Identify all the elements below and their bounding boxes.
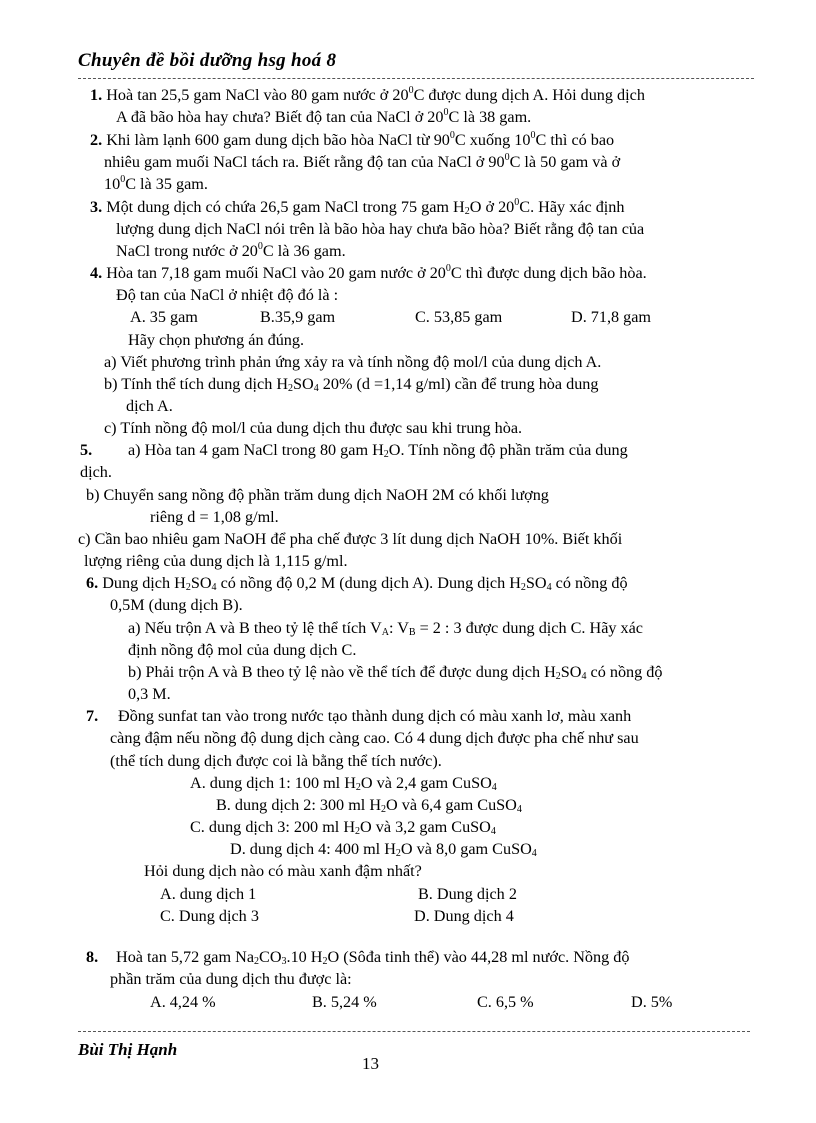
text: 10 (104, 175, 121, 193)
text: Hoà tan 5,72 gam Na (116, 948, 255, 966)
superscript: 0 (408, 85, 414, 96)
subscript: 2 (381, 804, 387, 815)
question-7-line-2: càng đậm nếu nồng độ dung dịch càng cao. Có 4 dung dịch được pha chế như sau (110, 729, 639, 747)
question-3-line-1 (90, 196, 624, 218)
text: SO (190, 574, 212, 592)
question-1-line-2 (116, 106, 531, 128)
text: a) Nếu trộn A và B theo tỷ lệ thể tích V (128, 619, 382, 637)
subscript: 2 (555, 671, 561, 682)
question-8-line-1 (86, 946, 629, 968)
subscript: 4 (491, 782, 497, 793)
text: SO (293, 375, 314, 393)
text: Dung dịch H (102, 574, 186, 592)
text: có nồng độ 0,2 M (dung dịch A). Dung dịch H (216, 574, 521, 592)
text: NaCl trong nước ở 20 (116, 242, 258, 260)
text: Hoà tan 25,5 gam NaCl vào 80 gam nước ở 20 (106, 86, 409, 104)
solution-1 (190, 772, 497, 794)
text: = 2 : 3 được dung dịch C. Hãy xác (415, 619, 643, 637)
solution-2 (216, 794, 522, 816)
text: C được dung dịch A. Hỏi dung dịch (413, 86, 645, 104)
answer-option-a: A. dung dịch 1 (160, 885, 257, 903)
text: Hòa tan 7,18 gam muối NaCl vào 20 gam nước ở 20 (106, 264, 446, 282)
text: SO (525, 574, 547, 592)
question-6-part-b-line-1 (128, 661, 662, 683)
text: Đồng sunfat tan vào trong nước tạo thành dung dịch có màu xanh lơ, màu xanh (118, 707, 632, 725)
text: O (Sôđa tinh thể) vào 44,28 ml nước. Nồng độ (327, 948, 630, 966)
answer-option-b: B. 5,24 % (312, 993, 377, 1011)
question-6-line-1 (86, 572, 628, 594)
answer-option-d: D. 5% (631, 993, 673, 1011)
text: .10 H (286, 948, 323, 966)
subscript: 2 (288, 383, 294, 394)
subscript: 2 (322, 956, 328, 967)
text: C là 38 gam. (448, 108, 532, 126)
question-number: 7. (86, 707, 99, 725)
subscript: 2 (520, 582, 526, 593)
superscript: 0 (504, 152, 510, 163)
answer-option-c: C. 6,5 % (477, 993, 534, 1011)
text: C là 35 gam. (125, 175, 208, 193)
superscript: 0 (443, 107, 449, 118)
superscript: 0 (257, 241, 263, 252)
text: A đã bão hòa hay chưa? Biết độ tan của NaCl ở 20 (116, 108, 444, 126)
page-header-title: Chuyên đề bồi dưỡng hsg hoá 8 (78, 50, 337, 71)
question-number: 4. (90, 264, 103, 282)
text: a) Hòa tan 4 gam NaCl trong 80 gam H (128, 441, 384, 459)
text: C là 36 gam. (262, 242, 346, 260)
question-number: 1. (90, 86, 103, 104)
text: O và 2,4 gam CuSO (360, 774, 492, 792)
answer-option-a: A. 4,24 % (150, 993, 216, 1011)
text: C là 50 gam và ở (509, 153, 621, 171)
question-6-part-a-line-1 (128, 617, 643, 639)
superscript: 0 (449, 130, 455, 141)
superscript: 0 (530, 130, 536, 141)
question-number: 5. (80, 441, 93, 459)
text: O và 8,0 gam CuSO (400, 840, 532, 858)
subscript: B (408, 627, 416, 638)
question-number: 3. (90, 198, 103, 216)
question-8-line-2: phần trăm của dung dịch thu được là: (110, 970, 352, 988)
question-4-part-b-line-2: dịch A. (126, 397, 173, 415)
question-5-part-c-line-2: lượng riêng của dung dịch là 1,115 g/ml. (84, 552, 348, 570)
question-3-line-2: lượng dung dịch NaCl nói trên là bão hòa hay chưa bão hòa? Biết rằng độ tan của (116, 220, 645, 238)
subscript: 3 (281, 956, 287, 967)
question-5-line-2: dịch. (80, 463, 112, 481)
text: b) Phải trộn A và B theo tỷ lệ nào về thể tích để được dung dịch H (128, 663, 556, 681)
question-6-part-b-line-2: 0,3 M. (128, 685, 171, 703)
question-1-line-1 (90, 84, 645, 106)
text: CO (259, 948, 282, 966)
question-number: 2. (90, 131, 103, 149)
question-4-part-b-line-1 (104, 373, 599, 395)
text: có nồng độ (586, 663, 663, 681)
subscript: 2 (185, 582, 191, 593)
header-divider (78, 78, 754, 79)
answer-option-b: B. Dung dịch 2 (418, 885, 517, 903)
question-5-part-b-line-2: riêng d = 1,08 g/ml. (150, 508, 279, 526)
subscript: 4 (531, 848, 537, 859)
text: A. dung dịch 1: 100 ml H (190, 774, 356, 792)
question-4-part-a: a) Viết phương trình phản ứng xảy ra và tính nồng độ mol/l của dung dịch A. (104, 353, 602, 371)
subscript: 2 (355, 826, 361, 837)
answer-option-d: D. 71,8 gam (571, 308, 652, 326)
footer-author: Bùi Thị Hạnh (78, 1040, 178, 1059)
question-5-part-c-line-1: c) Cần bao nhiêu gam NaOH để pha chế được 3 lít dung dịch NaOH 10%. Biết khối (78, 530, 623, 548)
text: O và 3,2 gam CuSO (360, 818, 491, 836)
question-6-part-a-line-2: định nồng độ mol của dung dịch C. (128, 641, 357, 659)
text: O và 6,4 gam CuSO (386, 796, 517, 814)
question-number: 8. (86, 948, 99, 966)
answer-option-c: C. Dung dịch 3 (160, 907, 259, 925)
subscript: 4 (313, 383, 319, 394)
subscript: 4 (516, 804, 522, 815)
text: D. dung dịch 4: 400 ml H (230, 840, 396, 858)
subscript: 2 (464, 206, 470, 217)
superscript: 0 (445, 263, 451, 274)
question-2-line-2 (104, 151, 620, 173)
text: có nồng độ (551, 574, 628, 592)
answer-option-c: C. 53,85 gam (415, 308, 503, 326)
question-5-part-b-line-1: b) Chuyển sang nồng độ phần trăm dung dịch NaOH 2M có khối lượng (86, 486, 549, 504)
solution-4 (230, 838, 537, 860)
text: b) Tính thể tích dung dịch H (104, 375, 289, 393)
text: C. dung dịch 3: 200 ml H (190, 818, 356, 836)
question-7-line-3: (thể tích dung dịch được coi là bằng thể tích nước). (110, 752, 442, 770)
subscript: 4 (211, 582, 217, 593)
question-5-line-1 (80, 439, 628, 461)
question-4-part-c: c) Tính nồng độ mol/l của dung dịch thu được sau khi trung hòa. (104, 419, 523, 437)
subscript: 2 (355, 782, 361, 793)
answer-option-a: A. 35 gam (130, 308, 198, 326)
question-4-line-2: Độ tan của NaCl ở nhiệt độ đó là : (116, 286, 339, 304)
subscript: 4 (490, 826, 496, 837)
page-number: 13 (362, 1054, 379, 1073)
subscript: 2 (254, 956, 260, 967)
subscript: 2 (383, 449, 389, 460)
question-7-prompt: Hỏi dung dịch nào có màu xanh đậm nhất? (144, 862, 422, 880)
text: nhiêu gam muối NaCl tách ra. Biết rằng độ tan của NaCl ở 90 (104, 153, 505, 171)
text: C thì được dung dịch bão hòa. (450, 264, 647, 282)
subscript: A (381, 627, 389, 638)
text: : V (388, 619, 409, 637)
text: SO (560, 663, 582, 681)
text: C. Hãy xác định (519, 198, 625, 216)
question-2-line-3 (104, 173, 208, 195)
answer-option-b: B.35,9 gam (260, 308, 336, 326)
question-number: 6. (86, 574, 99, 592)
superscript: 0 (120, 174, 126, 185)
footer-divider (78, 1031, 750, 1032)
question-6-line-2: 0,5M (dung dịch B). (110, 596, 243, 614)
superscript: 0 (514, 197, 520, 208)
subscript: 4 (546, 582, 552, 593)
text: B. dung dịch 2: 300 ml H (216, 796, 382, 814)
text: 20% (d =1,14 g/ml) cần để trung hòa dung (318, 375, 599, 393)
text: C xuống 10 (454, 131, 531, 149)
question-2-line-1 (90, 129, 614, 151)
text: Khi làm lạnh 600 gam dung dịch bão hòa NaCl từ 90 (106, 131, 450, 149)
answer-option-d: D. Dung dịch 4 (414, 907, 514, 925)
text: Một dung dịch có chứa 26,5 gam NaCl trong 75 gam H (106, 198, 465, 216)
solution-3 (190, 816, 496, 838)
subscript: 4 (581, 671, 587, 682)
question-4-line-1 (90, 262, 647, 284)
subscript: 2 (395, 848, 401, 859)
question-7-line-1 (86, 705, 631, 727)
question-4-instruction: Hãy chọn phương án đúng. (128, 331, 305, 349)
text: O ở 20 (469, 198, 515, 216)
question-3-line-3 (116, 240, 346, 262)
text: C thì có bao (535, 131, 615, 149)
text: O. Tính nồng độ phần trăm của dung (388, 441, 628, 459)
